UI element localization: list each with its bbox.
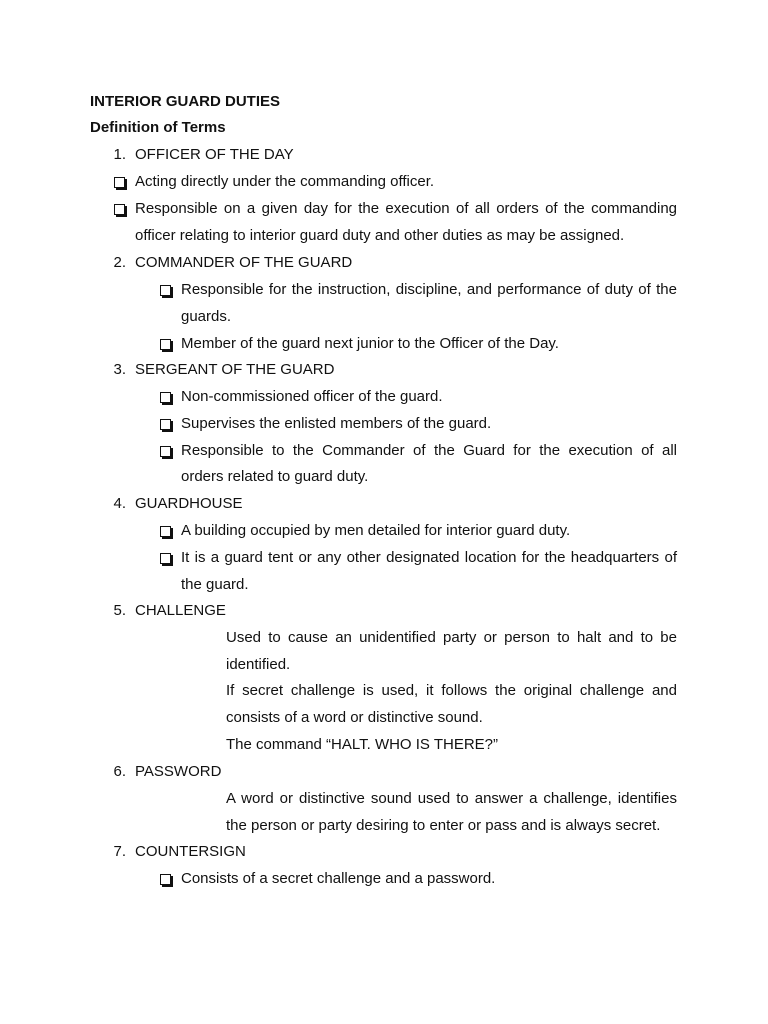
bullet-text: Acting directly under the commanding officer. [135, 173, 435, 190]
definition-text: If secret challenge is used, it follows the original challenge and [226, 682, 677, 699]
bullet-text: Responsible to the Commander of the Guard for the execution of all [181, 442, 677, 459]
checkbox-bullet-icon [160, 339, 171, 350]
item-heading: GUARDHOUSE [135, 495, 243, 512]
item-number: 6. [113, 763, 126, 780]
item-number: 2. [113, 254, 126, 271]
definition-text: The command “HALT. WHO IS THERE?” [226, 736, 499, 753]
definition-text-continued: consists of a word or distinctive sound. [226, 709, 483, 726]
item-number: 1. [113, 146, 126, 163]
document-title: INTERIOR GUARD DUTIES [90, 93, 281, 110]
checkbox-bullet-icon [160, 446, 171, 457]
definition-text-continued: identified. [226, 656, 291, 673]
definition-text: A word or distinctive sound used to answer a challenge, identifies [226, 790, 677, 807]
bullet-text: A building occupied by men detailed for interior guard duty. [181, 522, 571, 539]
bullet-text: Consists of a secret challenge and a password. [181, 870, 496, 887]
item-heading: CHALLENGE [135, 602, 226, 619]
section-subtitle: Definition of Terms [90, 119, 226, 136]
bullet-text-continued: officer relating to interior guard duty and other duties as may be assigned. [135, 227, 625, 244]
bullet-text-continued: the guard. [181, 576, 249, 593]
checkbox-bullet-icon [114, 204, 125, 215]
bullet-text: Supervises the enlisted members of the guard. [181, 415, 492, 432]
item-number: 7. [113, 843, 126, 860]
bullet-text: Responsible on a given day for the execution of all orders of the commanding [135, 200, 677, 217]
bullet-text: Non-commissioned officer of the guard. [181, 388, 443, 405]
definition-text: Used to cause an unidentified party or person to halt and to be [226, 629, 677, 646]
checkbox-bullet-icon [160, 419, 171, 430]
checkbox-bullet-icon [160, 526, 171, 537]
item-heading: PASSWORD [135, 763, 222, 780]
item-heading: OFFICER OF THE DAY [135, 146, 294, 163]
item-heading: SERGEANT OF THE GUARD [135, 361, 335, 378]
bullet-text: Member of the guard next junior to the Officer of the Day. [181, 335, 559, 352]
bullet-text: Responsible for the instruction, discipline, and performance of duty of the [181, 281, 677, 298]
checkbox-bullet-icon [160, 553, 171, 564]
checkbox-bullet-icon [160, 392, 171, 403]
checkbox-bullet-icon [114, 177, 125, 188]
checkbox-bullet-icon [160, 874, 171, 885]
bullet-text-continued: orders related to guard duty. [181, 468, 369, 485]
definition-text-continued: the person or party desiring to enter or pass and is always secret. [226, 817, 661, 834]
item-heading: COMMANDER OF THE GUARD [135, 254, 353, 271]
checkbox-bullet-icon [160, 285, 171, 296]
item-number: 5. [113, 602, 126, 619]
bullet-text-continued: guards. [181, 308, 232, 325]
item-heading: COUNTERSIGN [135, 843, 246, 860]
item-number: 3. [113, 361, 126, 378]
bullet-text: It is a guard tent or any other designated location for the headquarters of [181, 549, 677, 566]
item-number: 4. [113, 495, 126, 512]
